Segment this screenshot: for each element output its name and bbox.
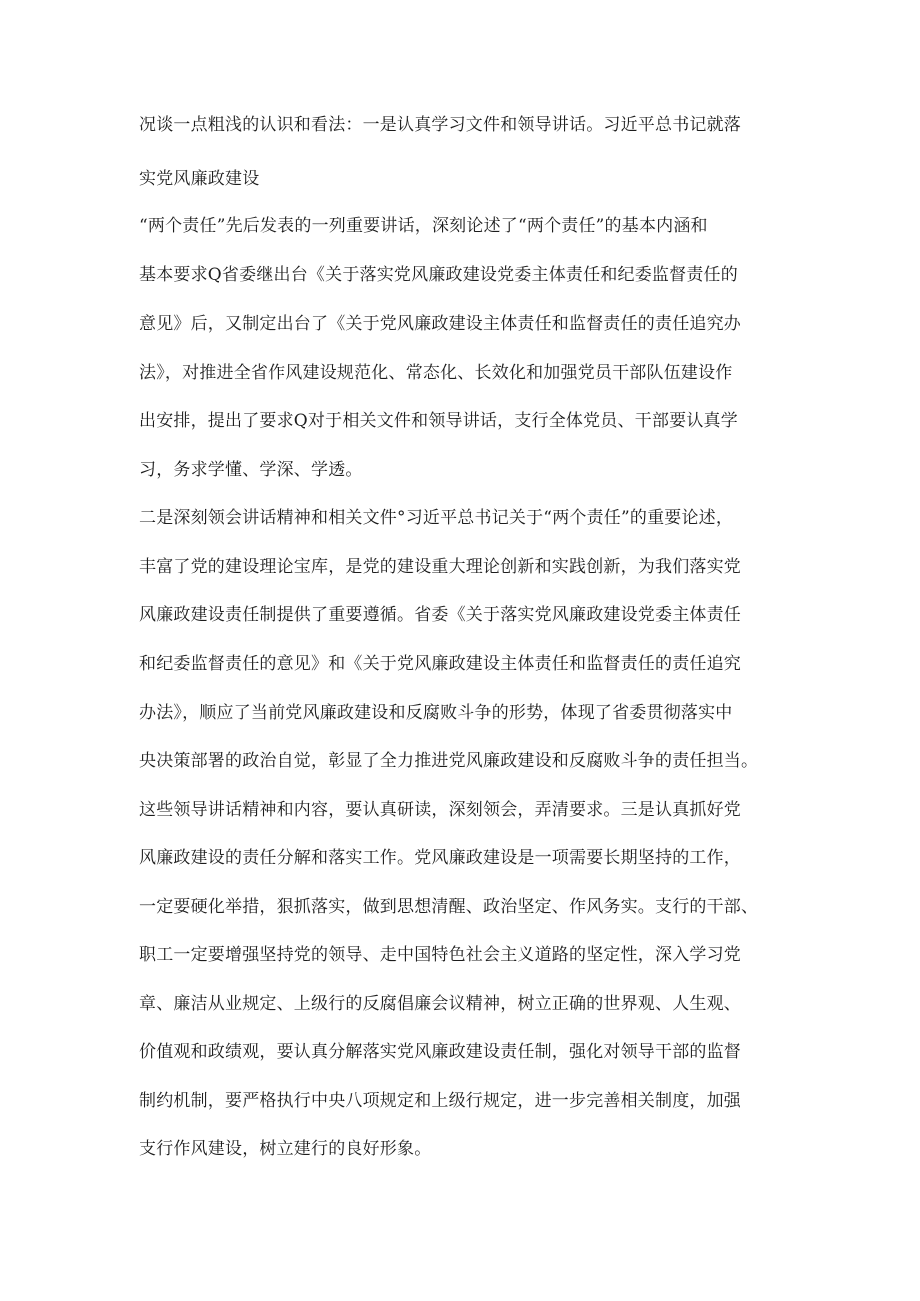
text-line: 制约机制，要严格执行中央八项规定和上级行规定，进一步完善相关制度，加强 [139,1091,741,1111]
text-line: 意见》后，又制定出台了《关于党风廉政建设主体责任和监督责任的责任追究办 [139,314,741,334]
text-line: 章、廉洁从业规定、上级行的反腐倡廉会议精神，树立正确的世界观、人生观、 [139,994,741,1014]
text-line: 基本要求Q省委继出台《关于落实党风廉政建设党委主体责任和纪委监督责任的 [139,265,738,285]
text-line: 支行作风建设，树立建行的良好形象。 [139,1139,432,1159]
text-line: 法》，对推进全省作风建设规范化、常态化、长效化和加强党员干部队伍建设作 [139,363,733,383]
text-line: 职工一定要增强坚持党的领导、走中国特色社会主义道路的坚定性，深入学习党 [139,945,741,965]
text-line: 风廉政建设责任制提供了重要遵循。省委《关于落实党风廉政建设党委主体责任 [139,605,741,625]
text-line: 价值观和政绩观，要认真分解落实党风廉政建设责任制，强化对领导干部的监督 [139,1042,741,1062]
text-line: 二是深刻领会讲话精神和相关文件°习近平总书记关于“两个责任”的重要论述， [139,508,734,528]
text-line: 办法》，顺应了当前党风廉政建设和反腐败斗争的形势，体现了省委贯彻落实中 [139,703,733,723]
text-line: 出安排，提出了要求Q对于相关文件和领导讲话，支行全体党员、干部要认真学 [139,411,738,431]
text-line: 实党风廉政建设 [139,169,260,189]
text-line: 风廉政建设的责任分解和落实工作。党风廉政建设是一项需要长期坚持的工作， [139,848,741,868]
text-line: 这些领导讲话精神和内容，要认真研读，深刻领会，弄清要求。三是认真抓好党 [139,800,741,820]
text-line: 央决策部署的政治自觉，彰显了全力推进党风廉政建设和反腐败斗争的责任担当。 [139,751,759,771]
text-line: 习，务求学懂、学深、学透。 [139,460,363,480]
text-line: “两个责任”先后发表的一列重要讲话，深刻论述了“两个责任”的基本内涵和 [139,216,708,236]
text-line: 丰富了党的建设理论宝库，是党的建设重大理论创新和实践创新，为我们落实党 [139,557,741,577]
text-line: 一定要硬化举措，狠抓落实，做到思想清醒、政治坚定、作风务实。支行的干部、 [139,897,759,917]
text-line: 况谈一点粗浅的认识和看法：一是认真学习文件和领导讲话。习近平总书记就落 [139,115,741,135]
text-line: 和纪委监督责任的意见》和《关于党风廉政建设主体责任和监督责任的责任追究 [139,654,741,674]
